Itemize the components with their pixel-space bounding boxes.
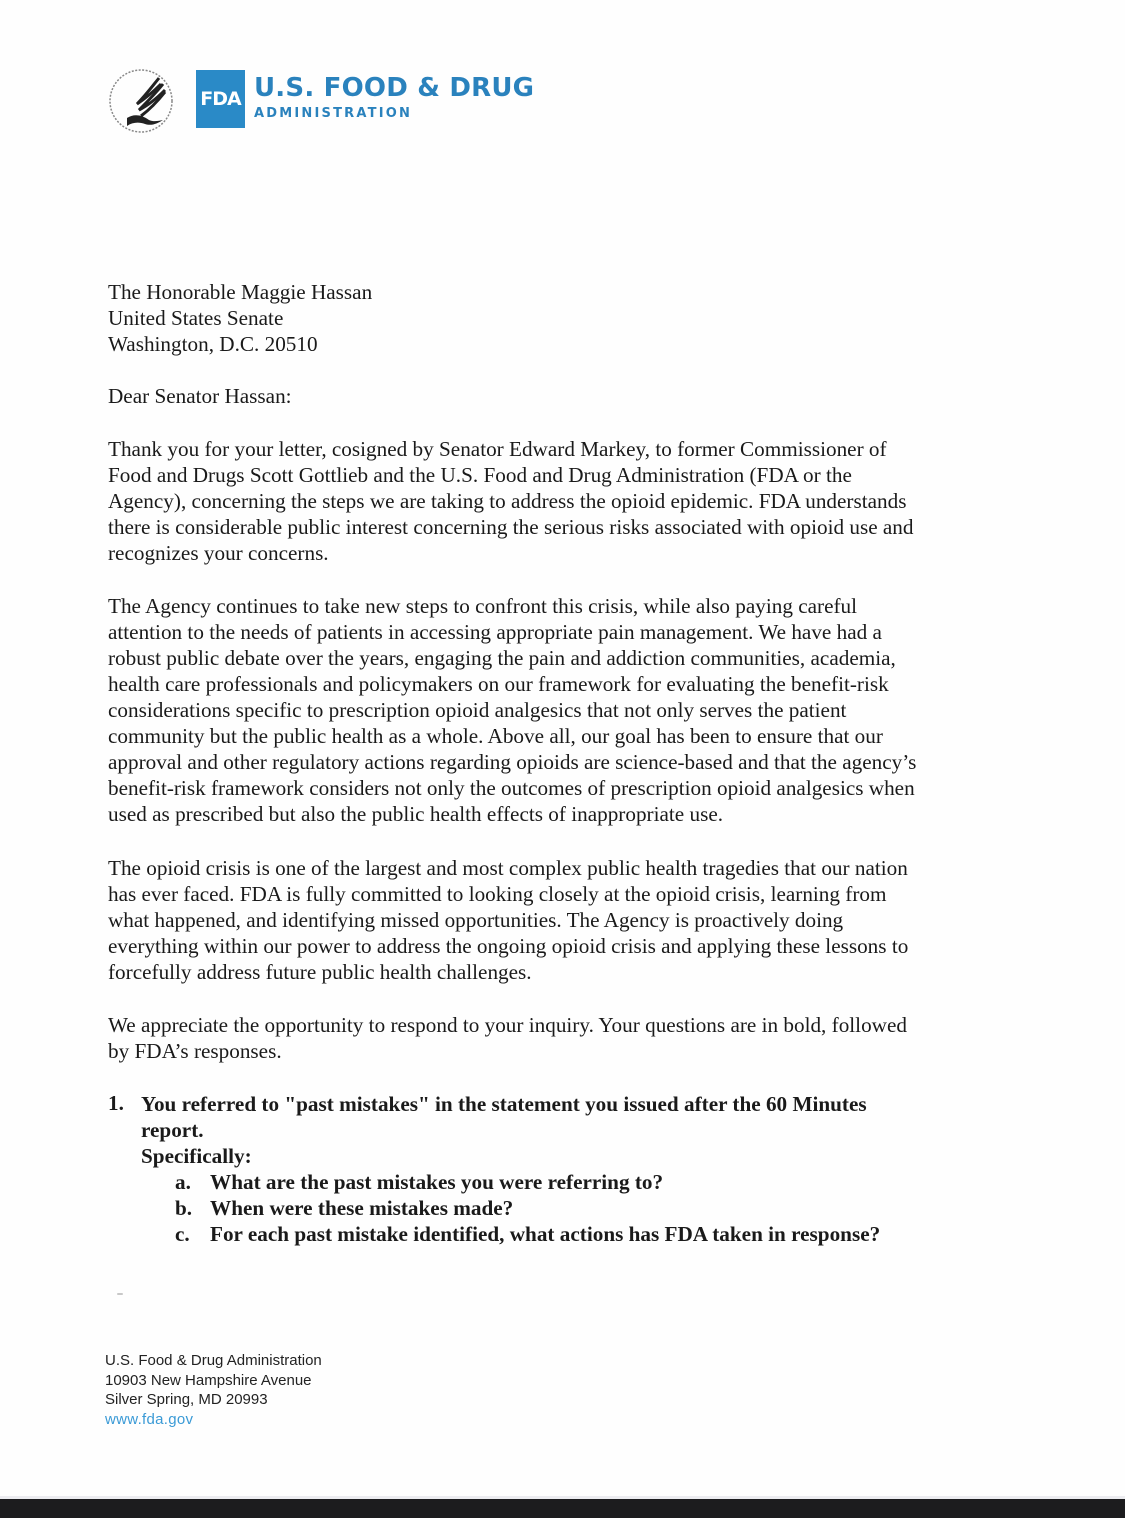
sub-question-text: When were these mistakes made? <box>210 1196 514 1220</box>
salutation-text: Dear Senator Hassan: <box>108 384 292 408</box>
paragraph-line: everything within our power to address the ongoing opioid crisis and applying these lessons to <box>108 934 909 958</box>
paragraph-line: health care professionals and policymakers on our framework for evaluating the benefit-risk <box>108 672 889 696</box>
paragraph-3 <box>108 855 988 985</box>
paragraph-line: robust public debate over the years, engaging the pain and addiction communities, academia, <box>108 646 896 670</box>
paragraph-line: benefit-risk framework considers not only the outcomes of prescription opioid analgesics when <box>108 776 915 800</box>
sub-question-letter: c. <box>175 1222 190 1246</box>
paragraph-line: Food and Drugs Scott Gottlieb and the U.S. Food and Drug Administration (FDA or the <box>108 463 852 487</box>
paragraph-line: there is considerable public interest concerning the serious risks associated with opioid use and <box>108 515 914 539</box>
salutation <box>108 383 988 409</box>
question-line: Specifically: <box>141 1144 252 1168</box>
sub-question-b <box>175 1195 513 1221</box>
question-line: report. <box>141 1118 204 1142</box>
paragraph-line: what happened, and identifying missed opportunities. The Agency is proactively doing <box>108 908 844 932</box>
paragraph-2 <box>108 593 988 827</box>
paragraph-line: considerations specific to prescription opioid analgesics that not only serves the patient <box>108 698 847 722</box>
paragraph-line: used as prescribed but also the public health effects of inappropriate use. <box>108 802 724 826</box>
addressee-line: United States Senate <box>108 306 284 330</box>
paragraph-line: recognizes your concerns. <box>108 541 329 565</box>
footer-line: 10903 New Hampshire Avenue <box>105 1371 312 1389</box>
paragraph-line: approval and other regulatory actions regarding opioids are science-based and that the agency’s <box>108 750 917 774</box>
paragraph-line: by FDA’s responses. <box>108 1039 282 1063</box>
question-number: 1. <box>108 1091 124 1115</box>
viewer-bottom-bar <box>0 1499 1125 1518</box>
paragraph-4 <box>108 1012 988 1064</box>
hhs-eagle-seal-icon <box>107 66 179 136</box>
question-line: You referred to "past mistakes" in the statement you issued after the 60 Minutes <box>141 1092 867 1116</box>
paragraph-line: forcefully address future public health challenges. <box>108 960 532 984</box>
addressee-block <box>108 279 988 357</box>
scan-speck <box>117 1293 123 1295</box>
fda-logo-box: FDA <box>196 70 245 128</box>
sub-question-c <box>175 1221 880 1247</box>
paragraph-line: The Agency continues to take new steps to confront this crisis, while also paying careful <box>108 594 858 618</box>
sub-question-text: What are the past mistakes you were referring to? <box>210 1170 664 1194</box>
footer-line: U.S. Food & Drug Administration <box>105 1352 322 1369</box>
paragraph-1 <box>108 436 988 566</box>
paragraph-line: community but the public health as a whole. Above all, our goal has been to ensure that our <box>108 724 883 748</box>
footer-address <box>105 1351 322 1429</box>
paragraph-line: The opioid crisis is one of the largest and most complex public health tragedies that our nation <box>108 856 908 880</box>
sub-question-text: For each past mistake identified, what actions has FDA taken in response? <box>210 1222 881 1246</box>
sub-question-letter: a. <box>175 1170 191 1194</box>
agency-subtitle: ADMINISTRATION <box>254 106 413 121</box>
paragraph-line: We appreciate the opportunity to respond to your inquiry. Your questions are in bold, followed <box>108 1013 907 1037</box>
footer-website-link[interactable]: www.fda.gov <box>105 1410 194 1428</box>
addressee-line: The Honorable Maggie Hassan <box>108 280 373 304</box>
agency-title: U.S. FOOD & DRUG <box>254 73 535 103</box>
sub-question-letter: b. <box>175 1196 193 1220</box>
paragraph-line: attention to the needs of patients in accessing appropriate pain management. We have had a <box>108 620 882 644</box>
sub-question-a <box>175 1169 663 1195</box>
paragraph-line: has ever faced. FDA is fully committed to looking closely at the opioid crisis, learning from <box>108 882 887 906</box>
paragraph-line: Thank you for your letter, cosigned by Senator Edward Markey, to former Commissioner of <box>108 437 887 461</box>
footer-line: Silver Spring, MD 20993 <box>105 1391 268 1408</box>
question-text <box>141 1091 867 1169</box>
addressee-line: Washington, D.C. 20510 <box>108 332 318 356</box>
paragraph-line: Agency), concerning the steps we are taking to address the opioid epidemic. FDA understands <box>108 489 907 513</box>
